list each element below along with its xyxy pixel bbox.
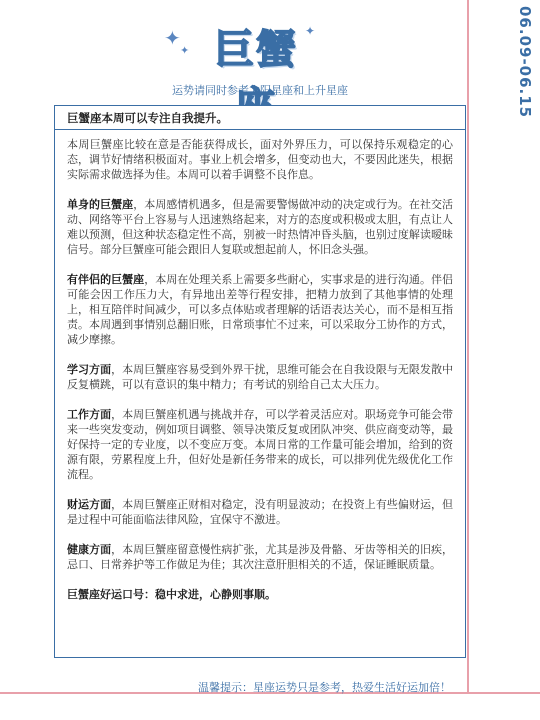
- lucky-motto: 巨蟹座好运口号：稳中求进，心静则事顺。: [67, 588, 276, 601]
- sparkle-icon: ✦: [305, 24, 316, 38]
- paragraph-lead: 学习方面: [67, 363, 112, 376]
- paragraph-work: [67, 407, 453, 482]
- horoscope-panel: [54, 105, 466, 658]
- paragraph-partnered: [67, 272, 453, 347]
- paragraph-wealth: [67, 497, 453, 527]
- page-subtitle: 运势请同时参考太阳星座和上升星座: [172, 84, 348, 97]
- page-title: 巨蟹: [214, 27, 298, 73]
- paragraph-study: [67, 362, 453, 392]
- paragraph-lead: 财运方面: [67, 498, 112, 511]
- paragraph-lead: 健康方面: [67, 543, 112, 556]
- paragraph-text: ，本周感情机遇多，但是需要警惕做冲动的决定或行为。在社交活动、网络等平台上容易与人迅速熟络起来，对方的态度或积极或太胆，有点让人难以预测，但这种状态稳定性不高，别被一时热情冲昏头脑，也别过度解读暧昧信号。部分巨蟹座可能会跟旧人复联或想起前人，怀旧念头强。: [67, 198, 454, 256]
- panel-heading: 巨蟹座本周可以专注自我提升。: [55, 106, 465, 130]
- sparkle-icon: ✦: [164, 26, 181, 50]
- paragraph-lead: 工作方面: [67, 408, 112, 421]
- paragraph-lead: 单身的巨蟹座: [67, 198, 134, 211]
- paragraph-text: ，本周巨蟹座留意慢性病扩张，尤其是涉及骨骼、牙齿等相关的旧疾，忌口、日常养护等工作做足为佳；其次注意肝胆相关的不适，保证睡眠质量。: [67, 543, 454, 571]
- paragraph-text: ，本周巨蟹座机遇与挑战并存，可以学着灵活应对。职场竞争可能会带来一些突发变动，例如项目调整、领导决策反复或团队冲突、供应商变动等，最好保持一定的专业度，以不变应万变。本周日常的工作量可能会增加，给到的资源有限，劳累程度上升，但好处是新任务带来的成长，可以排列优先级优化工作流程。: [67, 408, 454, 481]
- date-range: 06.09-06.15: [516, 6, 534, 119]
- frame-line-vertical: [467, 0, 469, 694]
- paragraph-overview: [67, 137, 453, 182]
- footer-tip: 温馨提示：星座运势只是参考，热爱生活好运加倍！: [198, 681, 451, 694]
- paragraph-text: ，本周在处理关系上需要多些耐心，实事求是的进行沟通。伴侣可能会因工作压力大，有异地出差等行程安排，把精力放到了其他事情的处理上，相互陪伴时间减少，可以多点体贴或者理解的话语表达关心，而不是相互指责。本周遇到事情别总翻旧账，日常琐事忙不过来，可以采取分工协作的方式，减少摩擦。: [67, 273, 454, 346]
- paragraph-lead: 有伴侣的巨蟹座: [67, 273, 145, 286]
- paragraph-text: ，本周巨蟹座正财相对稳定，没有明显波动；在投资上有些偏财运，但是过程中可能面临法律风险，宜保守不激进。: [67, 498, 454, 526]
- paragraph-single: [67, 197, 453, 257]
- paragraph-health: [67, 542, 453, 572]
- paragraph-text: ，本周巨蟹座容易受到外界干扰，思维可能会在自我设限与无限发散中反复横跳，可以有意识的集中精力；有考试的别给自己太大压力。: [67, 363, 454, 391]
- sparkle-icon: ✦: [180, 44, 190, 57]
- paragraph-text: 本周巨蟹座比较在意是否能获得成长，面对外界压力，可以保持乐观稳定的心态，调节好情绪积极面对。事业上机会增多，但变动也大，不要因此迷失，根据实际需求做选择为佳。本周可以着手调整不良作息。: [67, 138, 453, 181]
- panel-body: [55, 130, 465, 602]
